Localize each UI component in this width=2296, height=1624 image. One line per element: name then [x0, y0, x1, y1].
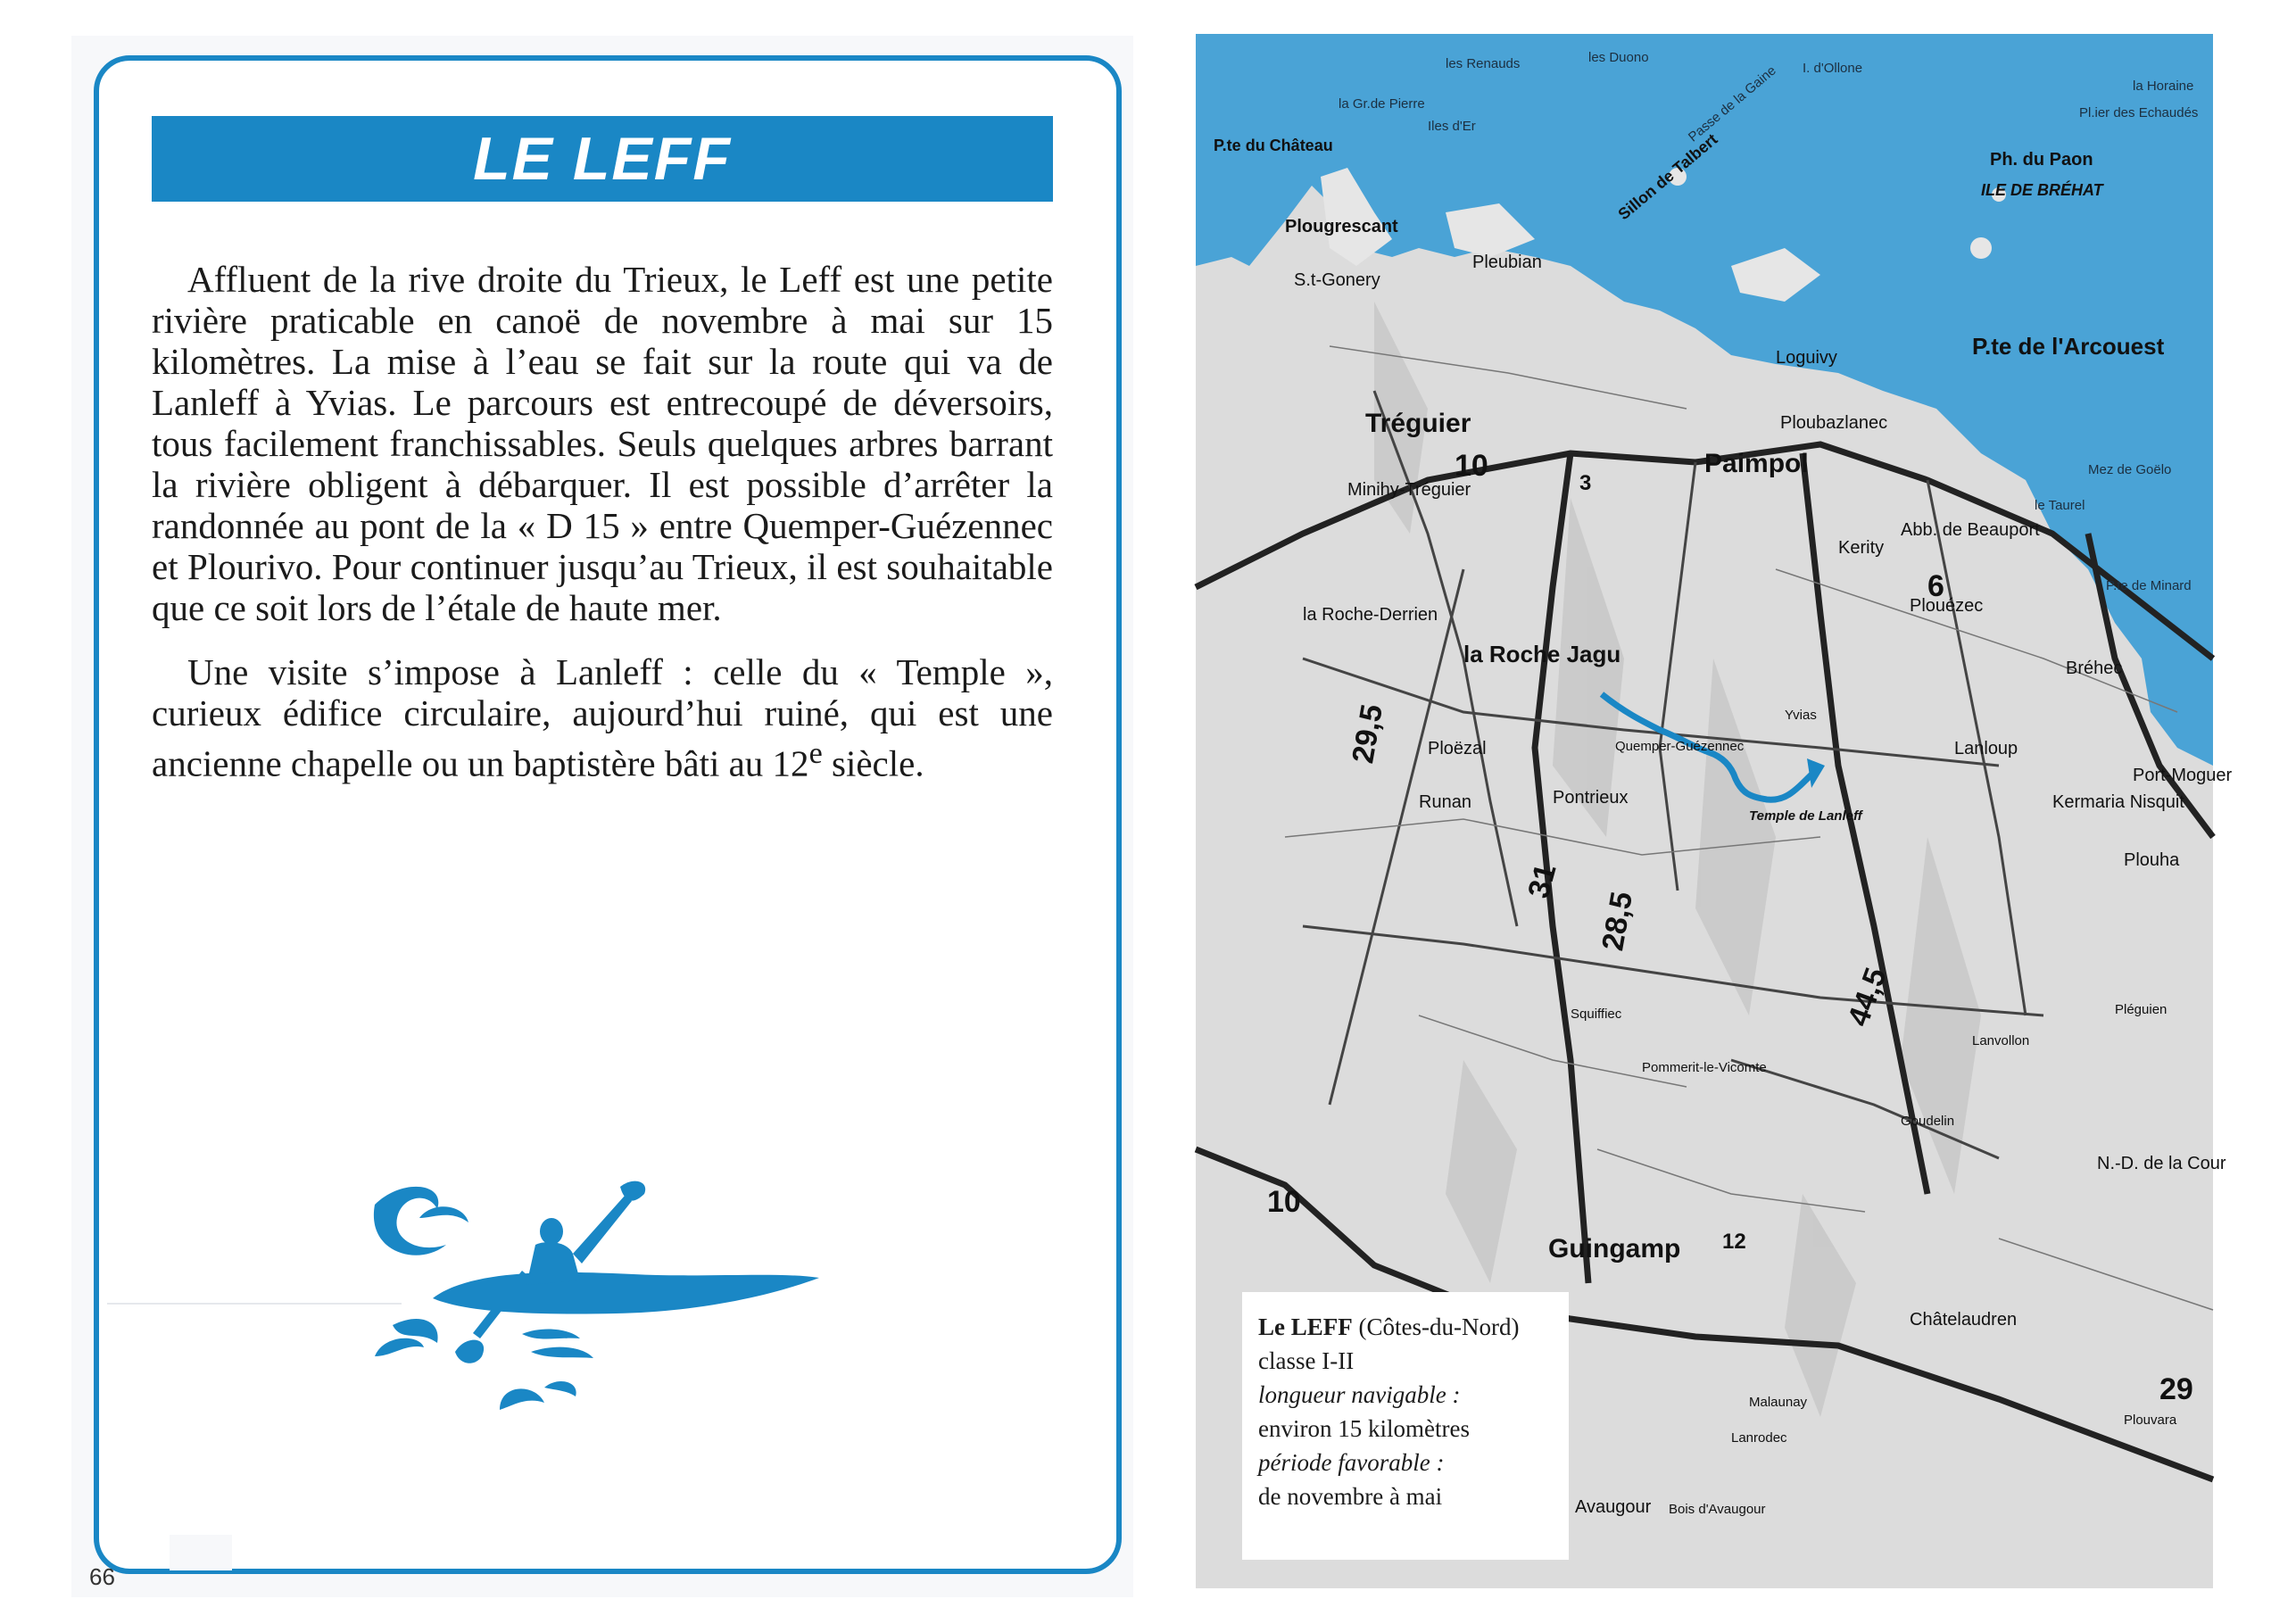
place-label: Bois d'Avaugour	[1669, 1502, 1766, 1517]
article-body	[152, 259, 1053, 808]
info-length-value: environ 15 kilomètres	[1258, 1415, 1470, 1442]
place-label: Squiffiec	[1571, 1007, 1622, 1022]
route-number: 3	[1579, 471, 1592, 495]
place-label: Temple de Lanleff	[1749, 808, 1862, 824]
sea-label: les Renauds	[1446, 56, 1521, 71]
place-label: Ph. du Paon	[1990, 150, 2093, 170]
sea-label: Pl.ier des Echaudés	[2079, 105, 2199, 120]
paragraph-2	[152, 651, 1053, 784]
show-through-box	[107, 1303, 402, 1537]
sea-label: P.te de Minard	[2106, 578, 2192, 593]
paragraph-2-end: siècle.	[822, 742, 924, 784]
place-label: P.te de l'Arcouest	[1972, 333, 2165, 360]
place-label: Châtelaudren	[1910, 1310, 2018, 1330]
place-label: Kerity	[1838, 538, 1885, 558]
sea-label: Passe de la Gaine	[1685, 62, 1779, 145]
place-label: Guingamp	[1548, 1234, 1681, 1264]
route-number: 10	[1267, 1185, 1301, 1219]
route-number: 10	[1455, 449, 1488, 483]
info-season-label: période favorable :	[1258, 1449, 1445, 1476]
place-label: Pommerit-le-Vicomte	[1642, 1060, 1767, 1075]
place-label: Loguivy	[1776, 348, 1837, 368]
place-label: Goudelin	[1901, 1114, 1955, 1129]
sea-label: la Horaine	[2133, 79, 2194, 94]
sea-label: les Duono	[1588, 50, 1649, 65]
century-superscript: e	[808, 737, 823, 770]
place-label: Ploubazlanec	[1780, 413, 1888, 433]
place-label: la Roche Jagu	[1463, 641, 1621, 667]
frame-gap	[170, 1535, 232, 1570]
place-label: P.te du Château	[1214, 137, 1333, 154]
place-label: Lanrodec	[1731, 1430, 1787, 1446]
sea-label: le Taurel	[2035, 498, 2085, 513]
place-label: Paimpol	[1704, 449, 1809, 478]
sea-label: la Gr.de Pierre	[1339, 96, 1425, 112]
title-band	[152, 116, 1053, 202]
place-label: Runan	[1419, 792, 1471, 812]
place-label: Sillon de Talbert	[1614, 129, 1721, 224]
info-river-line	[1258, 1310, 1553, 1344]
kayaker-icon	[366, 1169, 821, 1437]
place-label: Port-Moguer	[2133, 766, 2233, 785]
place-label: la Roche-Derrien	[1303, 605, 1438, 625]
place-label: Lanvollon	[1972, 1033, 2030, 1048]
sea-label: Iles d'Er	[1428, 119, 1476, 134]
place-label: Plouézec	[1910, 596, 1984, 616]
place-label: Plouvara	[2124, 1413, 2177, 1428]
place-label: Ploëzal	[1428, 739, 1487, 758]
place-label: Kermaria Nisquit	[2052, 792, 2184, 812]
info-department: (Côtes-du-Nord)	[1358, 1313, 1520, 1340]
info-length-label: longueur navigable :	[1258, 1381, 1461, 1408]
route-number: 28,5	[1596, 889, 1640, 954]
place-label: Pléguien	[2115, 1002, 2168, 1017]
place-label: Malaunay	[1749, 1395, 1808, 1410]
page-title: LE LEFF	[473, 125, 732, 193]
route-number: 31	[1521, 860, 1563, 902]
route-number: 29,5	[1346, 701, 1390, 766]
place-label: Plouha	[2124, 850, 2180, 870]
place-label: Quemper-Guézennec	[1615, 739, 1745, 754]
route-number: 44,5	[1841, 963, 1894, 1031]
sea-label: Mez de Goëlo	[2088, 462, 2172, 477]
place-label: Pontrieux	[1553, 788, 1629, 808]
route-number: 6	[1927, 569, 1944, 603]
river-info-box	[1242, 1292, 1569, 1560]
place-label: Plougrescant	[1285, 217, 1398, 236]
info-season-value: de novembre à mai	[1258, 1483, 1443, 1510]
route-number: 29	[2159, 1372, 2193, 1406]
place-label: Abb. de Beauport	[1901, 520, 2040, 540]
place-label: Tréguier	[1365, 409, 1471, 438]
place-label: Yvias	[1785, 708, 1817, 723]
paragraph-1: Affluent de la rive droite du Trieux, le Leff est une petite rivière praticable en canoë de novembre à mai sur 15 kilomètres. La mise à l’eau se fait sur la route qui va de Lanleff à Yvias. Le parcours est entrecoupé de déversoirs, tous facilement franchissables. Seuls quelques arbres barrant la rivière obligent à débarquer. Il est possible d’arrêter la randonnée au pont de la « D 15 » entre Quemper-Guézennec et Plourivo. Pour continuer jusqu’au Trieux, il est souhaitable que ce soit lors de l’étale de haute mer.	[152, 259, 1053, 628]
route-number: 12	[1722, 1230, 1746, 1254]
place-label: Bréhec	[2066, 659, 2123, 678]
sea-label: I. d'Ollone	[1803, 61, 1863, 76]
place-label: Pleubian	[1472, 253, 1542, 272]
info-river: Le LEFF	[1258, 1313, 1353, 1340]
place-label: Minihy-Tréguier	[1347, 480, 1471, 500]
page-number: 66	[89, 1563, 115, 1590]
place-label: N.-D. de la Cour	[2097, 1154, 2226, 1173]
place-label: S.t-Gonery	[1294, 270, 1380, 290]
info-class: classe I-II	[1258, 1347, 1355, 1374]
place-label: Lanloup	[1954, 739, 2018, 758]
paragraph-2-text: Une visite s’impose à Lanleff : celle du « Temple », curieux édifice circulaire, aujourd’hui ruiné, qui est une ancienne chapelle ou un baptistère bâti au 12	[152, 651, 1053, 784]
place-label: Avaugour	[1575, 1497, 1652, 1517]
place-label: ILE DE BRÉHAT	[1981, 181, 2103, 199]
